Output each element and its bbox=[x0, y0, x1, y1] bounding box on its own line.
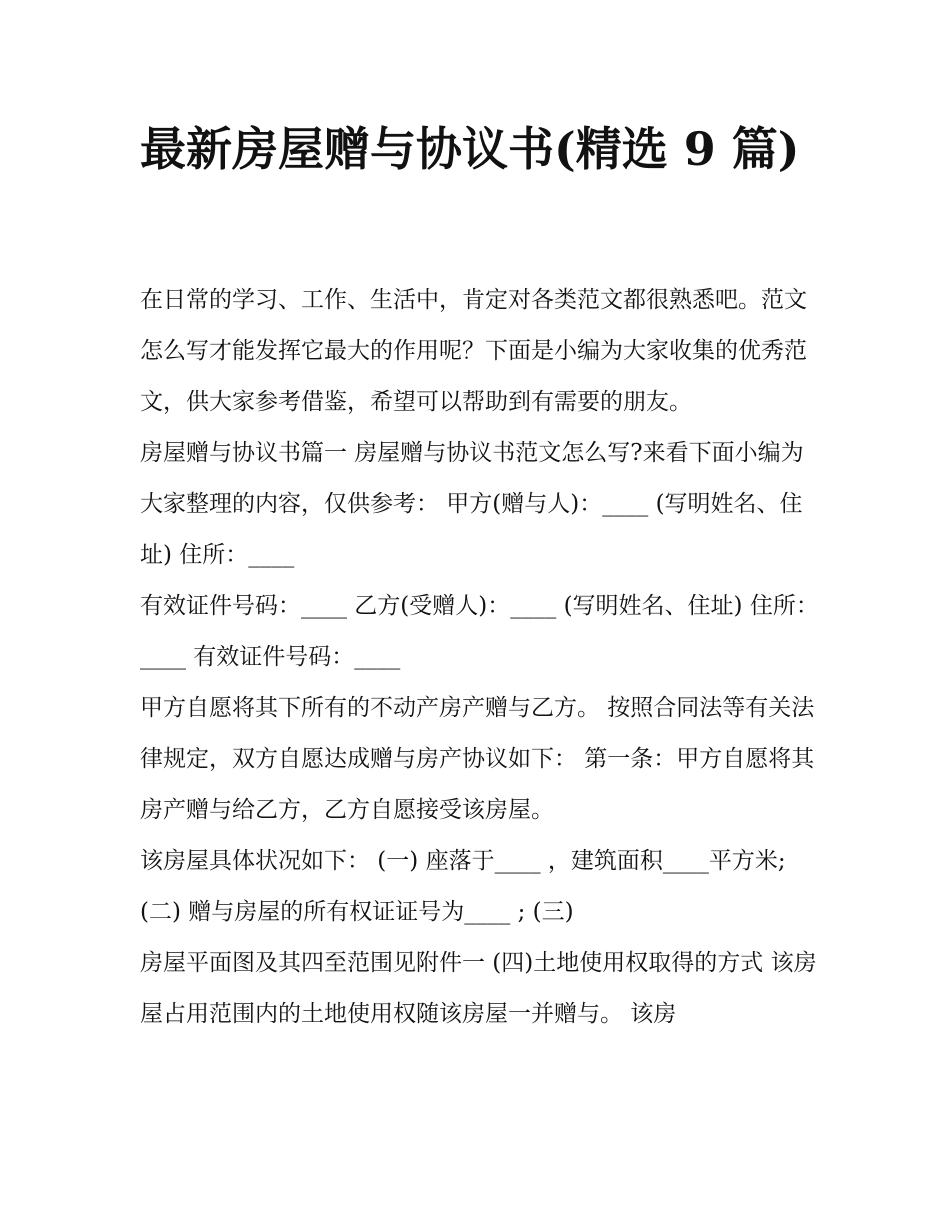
paragraph-parties-b: 有效证件号码：____ 乙方(受赠人)：____ (写明姓名、住址) 住所：____ 有效证件号码：____ bbox=[140, 593, 819, 670]
document-title: 最新房屋赠与协议书(精选 9 篇) bbox=[140, 122, 800, 176]
paragraph-intro: 在日常的学习、工作、生活中，肯定对各类范文都很熟悉吧。范文怎么写才能发挥它最大的作用呢？下面是小编为大家收集的优秀范文，供大家参考借鉴，希望可以帮助到有需要的朋友。 bbox=[140, 287, 807, 415]
paragraph-land-use: 房屋平面图及其四至范围见附件一 (四)土地使用权取得的方式 该房屋占用范围内的土地使用权随该房屋一并赠与。 该房 bbox=[140, 950, 817, 1027]
document-body bbox=[140, 275, 820, 1040]
paragraph-article-one: 甲方自愿将其下所有的不动产房产赠与乙方。 按照合同法等有关法律规定，双方自愿达成赠与房产协议如下： 第一条：甲方自愿将其房产赠与给乙方，乙方自愿接受该房屋。 bbox=[140, 695, 815, 823]
paragraph-parties-a: 房屋赠与协议书篇一 房屋赠与协议书范文怎么写?来看下面小编为大家整理的内容，仅供参考： 甲方(赠与人)：____ (写明姓名、住址) 住所：____ bbox=[140, 440, 804, 568]
paragraph-property-details: 该房屋具体状况如下： (一) 座落于____ ，建筑面积____平方米; (二) 赠与房屋的所有权证证号为____ ; (三) bbox=[140, 848, 786, 925]
